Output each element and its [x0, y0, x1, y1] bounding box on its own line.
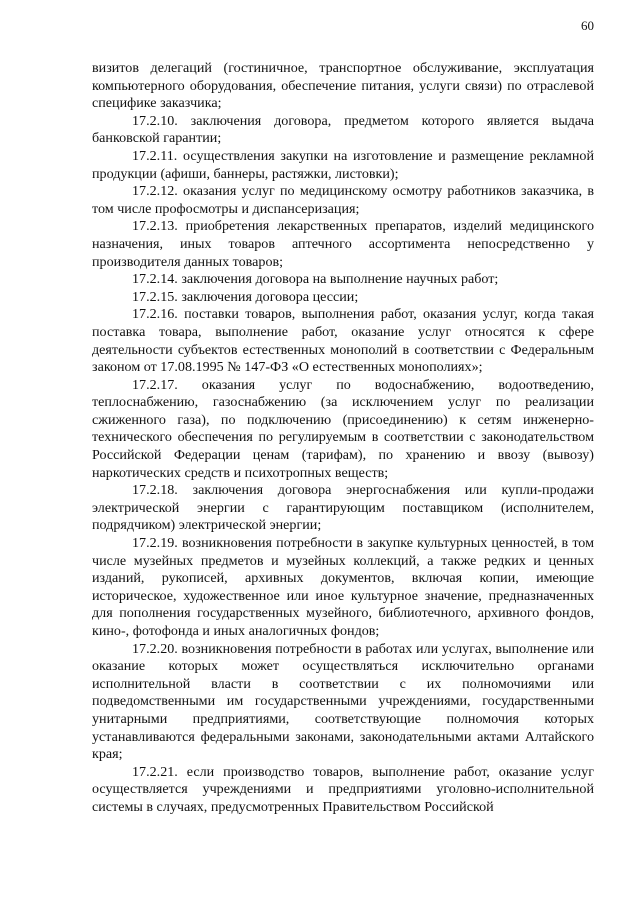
paragraph-number: 17.2.18. — [132, 482, 178, 499]
paragraph-text: заключения договора, предметом которого является выдача банковской гарантии; — [92, 112, 594, 147]
paragraph-number: 17.2.16. — [132, 306, 178, 323]
document-body — [92, 60, 594, 817]
paragraph-text: заключения договора энергоснабжения или купли-продажи электрической энергии с гарантирующим поставщиком (исполнителем, подрядчиком) электрической энергии; — [92, 482, 594, 534]
paragraph-17-2-10 — [92, 113, 594, 148]
paragraph-17-2-12 — [92, 183, 594, 218]
paragraph-number: 17.2.20. — [132, 640, 178, 657]
paragraph-17-2-11 — [92, 148, 594, 183]
paragraph-text: заключения договора на выполнение научных работ; — [181, 271, 499, 288]
paragraph-17-2-18 — [92, 482, 594, 535]
paragraph-text: возникновения потребности в закупке культурных ценностей, в том числе музейных предметов и музейных коллекций, а также редких и ценных изданий, рукописей, архивных документов, включая копии, имеющие историческое, художественное или иное культурное значение, предназначенных для пополнения государственных музейного, библиотечного, архивного фондов, кино-, фотофонда и иных аналогичных фондов; — [92, 535, 594, 639]
paragraph-text: если производство товаров, выполнение работ, оказание услуг осуществляется учреждениями и предприятиями уголовно-исполнительной системы в случаях, предусмотренных Правительством Российской — [92, 763, 594, 815]
paragraph-17-2-17 — [92, 377, 594, 483]
paragraph-text: заключения договора цессии; — [181, 288, 359, 305]
paragraph-number: 17.2.11. — [132, 147, 178, 164]
paragraph-text: оказания услуг по медицинскому осмотру работников заказчика, в том числе профосмотры и диспансеризация; — [92, 183, 594, 217]
paragraph-text: оказания услуг по водоснабжению, водоотведению, теплоснабжению, газоснабжению (за исключением услуг по реализации сжиженного газа), по подключению (присоединению) к сетям инженерно-технического обеспечения по регулируемым в соответствии с законодательством Российской Федерации ценам (тарифам), по хранению и ввозу (вывозу) наркотических средств и психотропных веществ; — [92, 376, 594, 481]
paragraph-continued — [92, 60, 594, 113]
paragraph-text: поставки товаров, выполнения работ, оказания услуг, когда такая поставка товара, выполнение работ, оказание услуг относятся к сфере деятельности субъектов естественных монополий в соответствии с Федеральным законом от 17.08.1995 № 147-ФЗ «О естественных монополиях»; — [92, 306, 595, 376]
paragraph-number: 17.2.15. — [132, 288, 178, 305]
page-number: 60 — [581, 18, 594, 33]
paragraph-number: 17.2.17. — [132, 376, 178, 393]
paragraph-17-2-21 — [92, 764, 594, 817]
paragraph-17-2-19 — [92, 535, 594, 641]
paragraph-number: 17.2.12. — [132, 183, 178, 200]
paragraph-17-2-13 — [92, 218, 594, 271]
paragraph-number: 17.2.10. — [132, 112, 178, 129]
paragraph-number: 17.2.13. — [132, 218, 178, 235]
paragraph-text: осуществления закупки на изготовление и размещение рекламной продукции (афиши, баннеры, растяжки, листовки); — [92, 147, 594, 182]
paragraph-17-2-20 — [92, 641, 594, 764]
paragraph-17-2-14 — [92, 271, 594, 289]
paragraph-text: визитов делегаций (гостиничное, транспортное обслуживание, эксплуатация компьютерного оборудования, обеспечение питания, услуги связи) по отраслевой специфике заказчика; — [92, 60, 594, 112]
paragraph-text: приобретения лекарственных препаратов, изделий медицинского назначения, иных товаров аптечного ассортимента непосредственно у производителя данных товаров; — [92, 218, 594, 270]
paragraph-text: возникновения потребности в работах или услугах, выполнение или оказание которых может осуществляться исключительно органами исполнительной власти в соответствии с их полномочиями или подведомственными им государственными учреждениями, государственными унитарными предприятиями, соответствующие полномочия которых устанавливаются федеральными законами, законодательными актами Алтайского края; — [92, 640, 594, 763]
paragraph-17-2-16 — [92, 306, 594, 376]
paragraph-number: 17.2.19. — [132, 535, 178, 552]
paragraph-number: 17.2.21. — [132, 763, 178, 780]
paragraph-number: 17.2.14. — [132, 271, 178, 288]
paragraph-17-2-15 — [92, 289, 594, 307]
